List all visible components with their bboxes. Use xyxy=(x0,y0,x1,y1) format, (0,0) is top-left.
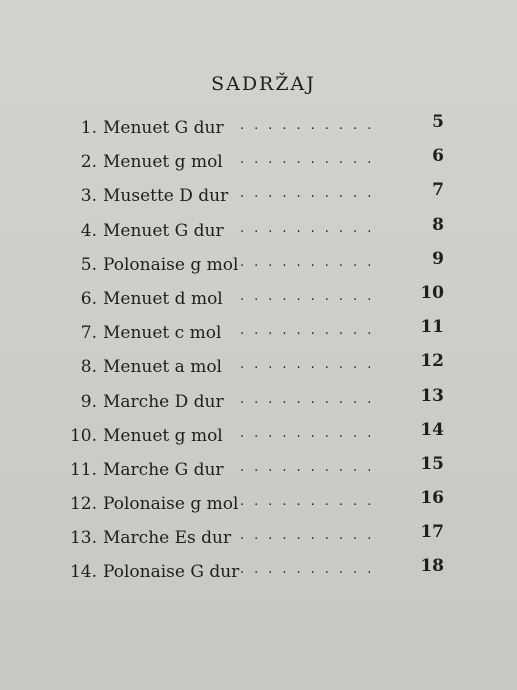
toc-entry xyxy=(0,386,517,420)
entry-page-number: 13 xyxy=(420,385,444,406)
entry-page-number: 16 xyxy=(420,488,444,509)
entry-number: 7. xyxy=(80,323,97,344)
entry-title: Marche G dur xyxy=(103,459,224,480)
toc-entry xyxy=(0,180,517,214)
entry-page-number: 15 xyxy=(420,453,444,474)
entry-number: 9. xyxy=(80,391,97,412)
toc-entry xyxy=(0,556,517,590)
dot-leader: .......... xyxy=(240,528,382,544)
dot-leader: .......... xyxy=(240,425,382,441)
entry-page-number: 17 xyxy=(420,522,444,543)
entry-page-number: 9 xyxy=(432,248,444,269)
entry-number: 6. xyxy=(80,288,97,309)
toc-entry xyxy=(0,215,517,249)
entry-number: 13. xyxy=(69,528,97,549)
dot-leader: .......... xyxy=(240,118,382,133)
entry-page-number: 7 xyxy=(432,180,444,201)
dot-leader: .......... xyxy=(240,459,382,475)
dot-leader: .......... xyxy=(240,254,382,270)
entry-page-number: 10 xyxy=(420,282,444,303)
entry-title: Menuet G dur xyxy=(103,118,224,138)
dot-leader: .......... xyxy=(240,186,382,202)
entry-page-number: 11 xyxy=(420,317,444,338)
dot-leader: .......... xyxy=(240,357,382,373)
entry-title: Polonaise g mol xyxy=(103,494,239,515)
entry-title: Menuet c mol xyxy=(103,323,222,344)
entry-page-number: 12 xyxy=(420,351,444,372)
page-title: SADRŽAJ xyxy=(211,73,316,95)
entry-title: Polonaise g mol xyxy=(103,254,239,275)
dot-leader: .......... xyxy=(240,562,382,578)
dot-leader: .......... xyxy=(240,288,382,304)
entry-page-number: 6 xyxy=(432,146,444,167)
entry-number: 8. xyxy=(80,357,97,378)
entry-number: 1. xyxy=(80,118,97,138)
entry-title: Menuet g mol xyxy=(103,152,223,173)
toc-entry xyxy=(0,522,517,556)
entry-title: Menuet a mol xyxy=(103,357,222,378)
entry-number: 10. xyxy=(69,425,97,446)
toc-entry xyxy=(0,317,517,351)
table-of-contents xyxy=(0,112,517,591)
toc-entry xyxy=(0,283,517,317)
entry-number: 14. xyxy=(69,562,97,583)
entry-page-number: 5 xyxy=(432,112,444,132)
toc-entry xyxy=(0,454,517,488)
entry-number: 12. xyxy=(69,494,97,515)
entry-number: 2. xyxy=(80,152,97,173)
entry-title: Musette D dur xyxy=(103,186,229,207)
entry-title: Marche D dur xyxy=(103,391,224,412)
toc-entry xyxy=(0,146,517,180)
dot-leader: .......... xyxy=(240,220,382,236)
dot-leader: .......... xyxy=(240,494,382,510)
toc-entry xyxy=(0,420,517,454)
entry-title: Marche Es dur xyxy=(103,528,232,549)
entry-title: Menuet d mol xyxy=(103,288,223,309)
entry-page-number: 18 xyxy=(420,556,444,577)
entry-title: Menuet G dur xyxy=(103,220,224,241)
entry-page-number: 14 xyxy=(420,419,444,440)
entry-number: 5. xyxy=(80,254,97,275)
toc-entry xyxy=(0,112,517,146)
entry-page-number: 8 xyxy=(432,214,444,235)
entry-number: 3. xyxy=(80,186,97,207)
dot-leader: .......... xyxy=(240,391,382,407)
toc-entry xyxy=(0,351,517,385)
toc-entry xyxy=(0,249,517,283)
dot-leader: .......... xyxy=(240,323,382,339)
entry-title: Menuet g mol xyxy=(103,425,223,446)
entry-number: 4. xyxy=(80,220,97,241)
dot-leader: .......... xyxy=(240,152,382,168)
entry-number: 11. xyxy=(69,459,97,480)
entry-title: Polonaise G dur xyxy=(103,562,240,583)
toc-entry xyxy=(0,488,517,522)
